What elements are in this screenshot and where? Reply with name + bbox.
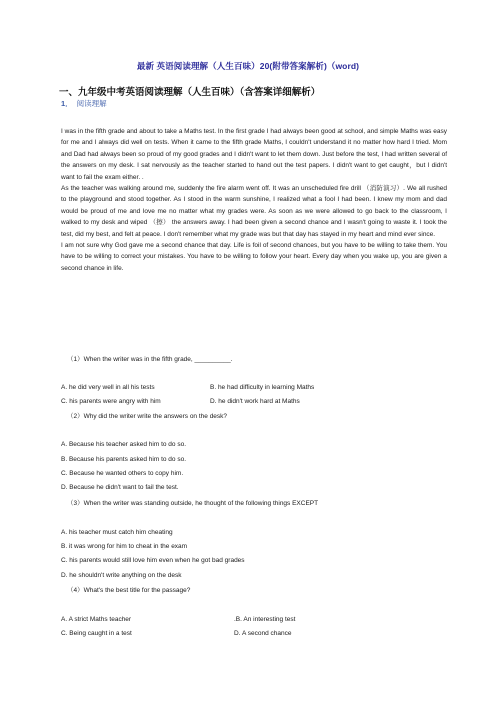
question-3-option-c: C. his parents would still love him even when he got bad grades <box>61 557 245 564</box>
question-4-option-d: D. A second chance <box>234 630 292 637</box>
question-4-option-a: A. A strict Maths teacher <box>61 616 132 623</box>
question-3-stem: （3）When the writer was standing outside, he thought of the following things EXCEPT <box>67 500 319 507</box>
section-heading: 一、九年级中考英语阅读理解（人生百味）（含答案详细解析） <box>59 87 321 98</box>
question-2-stem: （2）Why did the writer write the answers on the desk? <box>67 413 228 420</box>
passage-paragraph: I am not sure why God gave me a second chance that day. Life is foil of second chances, but you have to be willing to take them. You have to be willing to correct your mistakes. You have to be willing to follow your heart. Every day when you wake up, you are given a second chance in life. <box>61 242 447 272</box>
question-4-option-b: .B. An interesting test <box>234 616 296 623</box>
question-1-option-c: C. his parents were angry with him <box>61 398 161 405</box>
passage-paragraph: As the teacher was walking around me, suddenly the fire alarm went off. It was an unscheduled fire drill （消防演习）. We all rushed to the playground and stood together. As I stood in the warm sunshine, I realized what a fool I had been. I knew my mom and dad would be proud of me and love me no matter what my grades were. As soon as we were allowed to go back to the classroom, I walked to my desk and wiped （擦） the answers away. I had been given a second chance and I wasn't going to waste it. I took the test, did my best, and felt at peace. I don't remember what my grade was but that day has stayed in my heart and mind ever since. <box>61 185 447 238</box>
question-3-option-d: D. he shouldn't write anything on the desk <box>61 572 182 579</box>
question-4-option-c: C. Being caught in a test <box>61 630 132 637</box>
question-1-stem: （1）When the writer was in the fifth grade, __________. <box>67 356 233 363</box>
question-2-option-b: B. Because his parents asked him to do so. <box>61 456 187 463</box>
question-2-option-d: D. Because he didn't want to fail the test. <box>61 484 179 491</box>
reading-passage <box>61 126 447 274</box>
question-3-option-b: B. it was wrong for him to cheat in the exam <box>61 543 188 550</box>
question-1-option-b: B. he had difficulty in learning Maths <box>210 384 315 391</box>
document-title: 最新 英语阅读理解（人生百味）20(附带答案解析)（word) <box>136 61 360 71</box>
question-4-stem: （4）What's the best title for the passage? <box>67 587 191 594</box>
question-type-label: 阅读理解 <box>76 99 107 108</box>
question-subheading <box>61 98 107 109</box>
passage-paragraph: I was in the fifth grade and about to take a Maths test. In the first grade I had always been good at school, and simple Maths was easy for me and I always did well on tests. When it came to the fifth grade Maths, I couldn't understand it no matter how hard I tried. Mom and Dad had always been so proud of my good grades and I didn't want to let them down. Just before the test, I had written several of the answers on my desk. I sat nervously as the teacher started to hand out the test papers. I didn't want to get caught，but I didn't want to fail the exam either. . <box>61 128 447 181</box>
question-1-option-a: A. he did very well in all his tests <box>61 384 155 391</box>
question-1-option-d: D. he didn't work hard at Maths <box>210 398 300 405</box>
question-2-option-c: C. Because he wanted others to copy him. <box>61 470 184 477</box>
question-3-option-a: A. his teacher must catch him cheating <box>61 529 173 536</box>
question-2-option-a: A. Because his teacher asked him to do so. <box>61 441 187 448</box>
question-number: 1． <box>61 99 73 108</box>
